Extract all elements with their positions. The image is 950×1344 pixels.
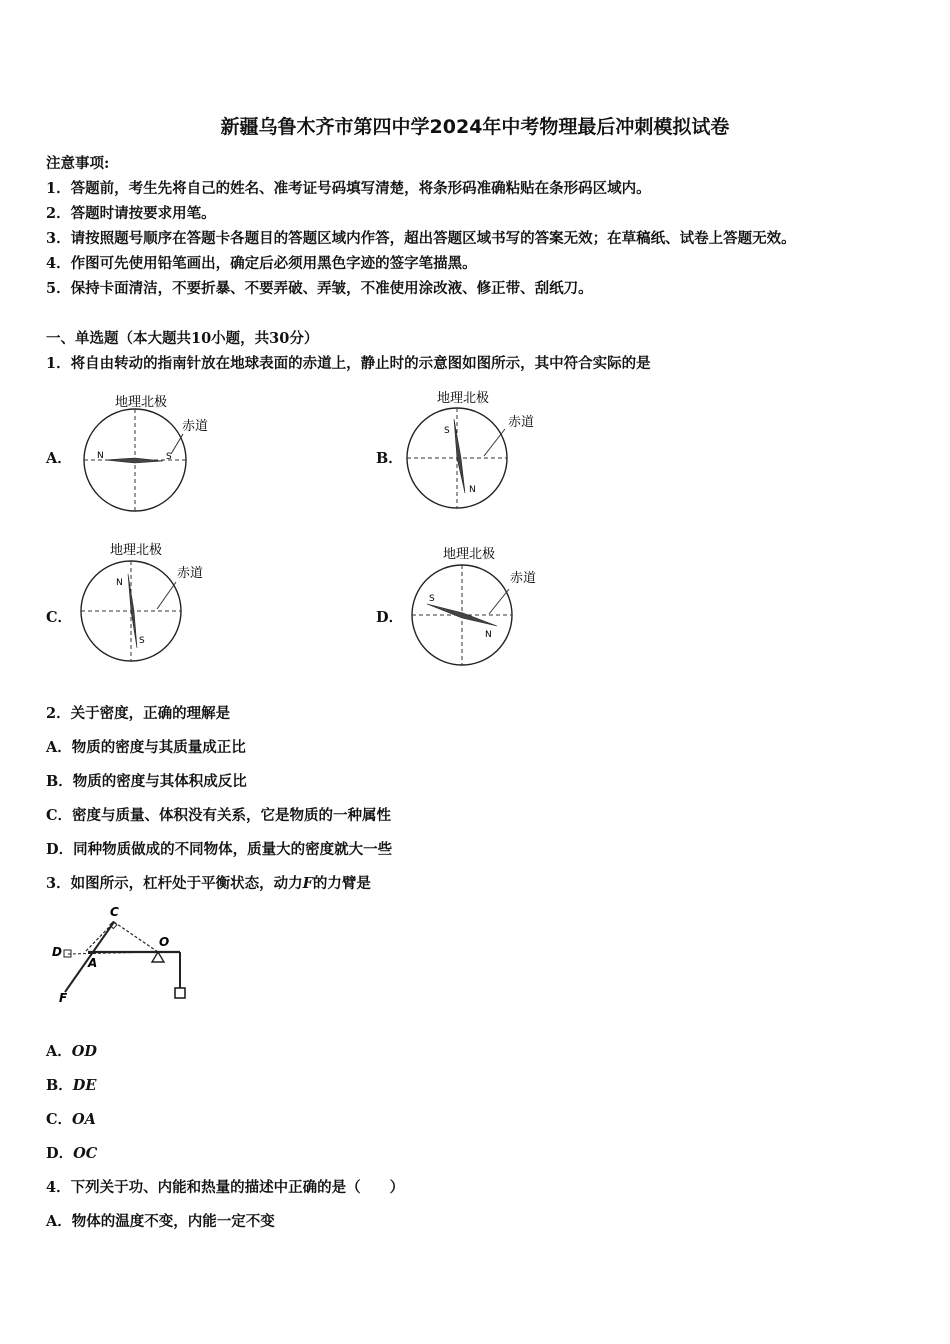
needle-n-label: N — [469, 485, 476, 495]
point-c-label: C — [110, 905, 119, 919]
page-title: 新疆乌鲁木齐市第四中学2024年中考物理最后冲刺模拟试卷 — [220, 116, 730, 138]
section-heading: 一、单选题（本大题共10小题，共30分） — [46, 330, 319, 347]
equator-label: 赤道 — [510, 571, 537, 586]
compass-diagram-d — [405, 542, 555, 672]
needle-n-label: N — [116, 578, 123, 588]
needle-s-label: S — [139, 636, 145, 646]
notice-heading: 注意事项: — [46, 155, 110, 172]
q2-option-c[interactable]: C．密度与质量、体积没有关系，它是物质的一种属性 — [46, 807, 392, 824]
question-3-stem: 3．如图所示，杠杆处于平衡状态，动力F的力臂是 — [46, 875, 371, 892]
force-f-label: F — [59, 991, 68, 1005]
notice-item: 1．答题前，考生先将自己的姓名、准考证号码填写清楚，将条形码准确粘贴在条形码区域内。 — [46, 180, 651, 197]
notice-item: 5．保持卡面清洁，不要折暴、不要弄破、弄皱，不准使用涂改液、修正带、刮纸刀。 — [46, 280, 593, 297]
q3-option-a[interactable]: A．OD — [46, 1043, 97, 1060]
geo-north-label: 地理北极 — [443, 547, 496, 562]
lever-diagram — [48, 902, 198, 1007]
compass-diagram-c — [75, 538, 225, 668]
compass-diagram-a — [75, 388, 225, 518]
question-1-stem: 1．将自由转动的指南针放在地球表面的赤道上，静止时的示意图如图所示，其中符合实际的是 — [46, 355, 651, 372]
q4-option-a[interactable]: A．物体的温度不变，内能一定不变 — [46, 1213, 275, 1230]
geo-north-label: 地理北极 — [110, 543, 163, 558]
q1-option-c-label[interactable]: C． — [46, 609, 73, 626]
geo-north-label: 地理北极 — [115, 395, 168, 410]
needle-n-label: N — [97, 451, 104, 461]
q2-option-a[interactable]: A．物质的密度与其质量成正比 — [46, 739, 246, 756]
needle-s-label: S — [429, 594, 435, 604]
question-4-stem: 4．下列关于功、内能和热量的描述中正确的是（ ） — [46, 1179, 405, 1196]
q1-option-b-label[interactable]: B． — [376, 450, 403, 467]
equator-label: 赤道 — [182, 419, 209, 434]
q3-option-b[interactable]: B．DE — [46, 1077, 97, 1094]
notice-item: 3．请按照题号顺序在答题卡各题目的答题区域内作答，超出答题区域书写的答案无效；在草稿纸、试卷上答题无效。 — [46, 230, 796, 247]
q1-option-a-label[interactable]: A． — [46, 450, 72, 467]
notice-item: 2．答题时请按要求用笔。 — [46, 205, 216, 222]
notice-item: 4．作图可先使用铅笔画出，确定后必须用黑色字迹的签字笔描黑。 — [46, 255, 477, 272]
q1-option-d-label[interactable]: D． — [376, 609, 404, 626]
point-a-label: A — [88, 956, 98, 970]
q2-option-b[interactable]: B．物质的密度与其体积成反比 — [46, 773, 247, 790]
q3-option-c[interactable]: C．OA — [46, 1111, 96, 1128]
q2-option-d[interactable]: D．同种物质做成的不同物体，质量大的密度就大一些 — [46, 841, 393, 858]
q3-option-d[interactable]: D．OC — [46, 1145, 98, 1162]
question-2-stem: 2．关于密度，正确的理解是 — [46, 705, 231, 722]
point-o-label: O — [159, 935, 170, 949]
geo-north-label: 地理北极 — [437, 391, 490, 406]
needle-s-label: S — [444, 426, 450, 436]
point-d-label: D — [52, 945, 62, 959]
compass-diagram-b — [400, 385, 550, 515]
needle-n-label: N — [485, 630, 492, 640]
equator-label: 赤道 — [508, 415, 535, 430]
equator-label: 赤道 — [177, 566, 204, 581]
needle-s-label: S — [166, 452, 172, 462]
